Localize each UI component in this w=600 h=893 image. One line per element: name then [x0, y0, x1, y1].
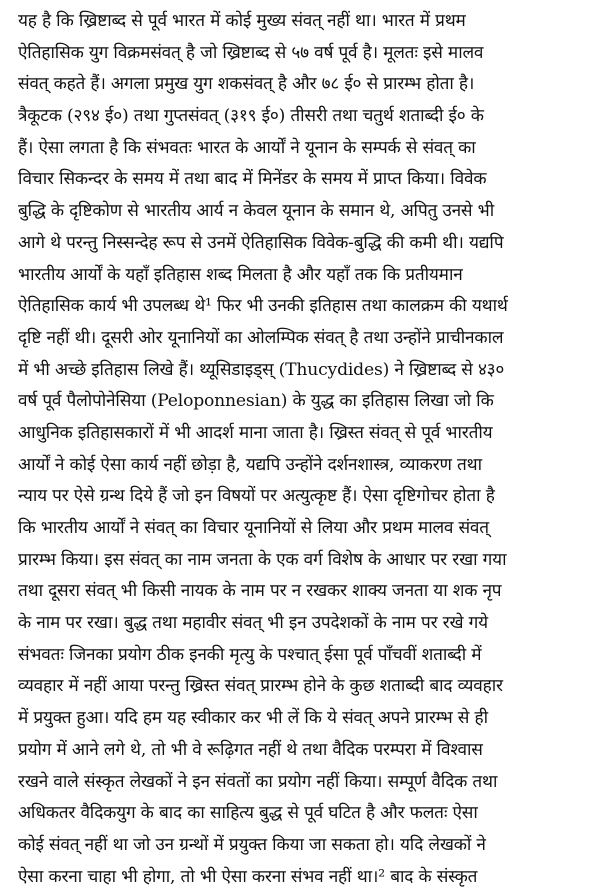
text-line: यह है कि ख्रिष्टाब्द से पूर्व भारत में कोई मुख्य संवत् नहीं था। भारत में प्रथम — [18, 11, 466, 31]
text-line: अधिकतर वैदिकयुग के बाद का साहित्य बुद्ध से पूर्व घटित है और फलतः ऐसा — [18, 803, 478, 824]
text-line: आगे थे परन्तु निस्सन्देह रूप से उनमें ऐतिहासिक विवेक-बुद्धि की कमी थी। यद्यपि — [18, 232, 504, 253]
text-line: व्यवहार में नहीं आया परन्तु ख्रिस्त संवत् प्रारम्भ होने के कुछ शताब्दी बाद व्यवहार — [18, 676, 503, 697]
text-line: बुद्धि के दृष्टिकोण से भारतीय आर्य न केवल यूनान के समान थे, अपितु उनसे भी — [18, 201, 494, 222]
text-line: आर्यों ने कोई ऐसा कार्य नहीं छोड़ा है, यद्यपि उन्होंने दर्शनशास्त्र, व्याकरण तथा — [18, 454, 482, 475]
text-line: वर्ष पूर्व पैलोपोनेसिया (Peloponnesian) के युद्ध का इतिहास लिखा जो कि — [18, 391, 494, 412]
text-line: में भी अच्छे इतिहास लिखे हैं। थ्यूसिडाइड्स् (Thucydides) ने ख्रिष्टाब्द से ४३० — [18, 359, 505, 380]
text-line: ऐतिहासिक कार्य भी उपलब्ध थे¹ फिर भी उनकी इतिहास तथा कालक्रम की यथार्थ — [18, 296, 508, 317]
text-line: आधुनिक इतिहासकारों में भी आदर्श माना जाता है। ख्रिस्त संवत् से पूर्व भारतीय — [18, 422, 493, 443]
text-line: ऐतिहासिक युग विक्रमसंवत् है जो ख्रिष्टाब्द से ५७ वर्ष पूर्व है। मूलतः इसे मालव — [18, 42, 484, 63]
text-line: हैं। ऐसा लगता है कि संभवतः भारत के आर्यों ने यूनान के सम्पर्क से संवत् का — [18, 137, 476, 158]
text-line: त्रैकूटक (२९४ ई०) तथा गुप्तसंवत् (३१९ ई०) तीसरी तथा चतुर्थ शताब्दी ई० के — [18, 106, 484, 127]
text-line: प्रयोग में आने लगे थे, तो भी वे रूढ़िगत नहीं थे तथा वैदिक परम्परा में विश्वास — [18, 739, 483, 760]
text-line: भारतीय आर्यों के यहाँ इतिहास शब्द मिलता है और यहाँ तक कि प्रतीयमान — [18, 264, 463, 285]
text-line: रखने वाले संस्कृत लेखकों ने इन संवतों का प्रयोग नहीं किया। सम्पूर्ण वैदिक तथा — [18, 771, 498, 792]
text-line: तथा दूसरा संवत् भी किसी नायक के नाम पर न रखकर शाक्य जनता या शक नृप — [18, 581, 502, 602]
text-line: में प्रयुक्त हुआ। यदि हम यह स्वीकार कर भी लें कि ये संवत् अपने प्रारम्भ से ही — [18, 708, 488, 729]
text-line: दृष्टि नहीं थी। दूसरी ओर यूनानियों का ओलम्पिक संवत् है तथा उन्होंने प्राचीनकाल — [18, 327, 504, 348]
text-line: के नाम पर रखा। बुद्ध तथा महावीर संवत् भी इन उपदेशकों के नाम पर रखे गये — [18, 613, 488, 634]
text-line: न्याय पर ऐसे ग्रन्थ दिये हैं जो इन विषयों पर अत्युत्कृष्ट हैं। ऐसा दृष्टिगोचर होता है — [18, 486, 495, 507]
text-line: ऐसा करना चाहा भी होगा, तो भी ऐसा करना संभव नहीं था।² बाद के संस्कृत — [18, 866, 478, 887]
document-page — [18, 6, 592, 893]
text-line: विचार सिकन्दर के समय में तथा बाद में मिनेंडर के समय में प्राप्त किया। विवेक — [18, 169, 487, 190]
text-line: संवत् कहते हैं। अगला प्रमुख युग शकसंवत् है और ७८ ई० से प्रारम्भ होता है। — [18, 74, 475, 95]
text-line: कोई संवत् नहीं था जो उन ग्रन्थों में प्रयुक्त किया जा सकता हो। यदि लेखकों ने — [18, 834, 486, 855]
text-line: प्रारम्भ किया। इस संवत् का नाम जनता के एक वर्ग विशेष के आधार पर रखा गया — [18, 549, 507, 570]
text-line: संभवतः जिनका प्रयोग ठीक इनकी मृत्यु के पश्चात् ईसा पूर्व पाँचवीं शताब्दी में — [18, 644, 482, 665]
text-line: कि भारतीय आर्यों ने संवत् का विचार यूनानियों से लिया और प्रथम मालव संवत् — [18, 518, 489, 538]
